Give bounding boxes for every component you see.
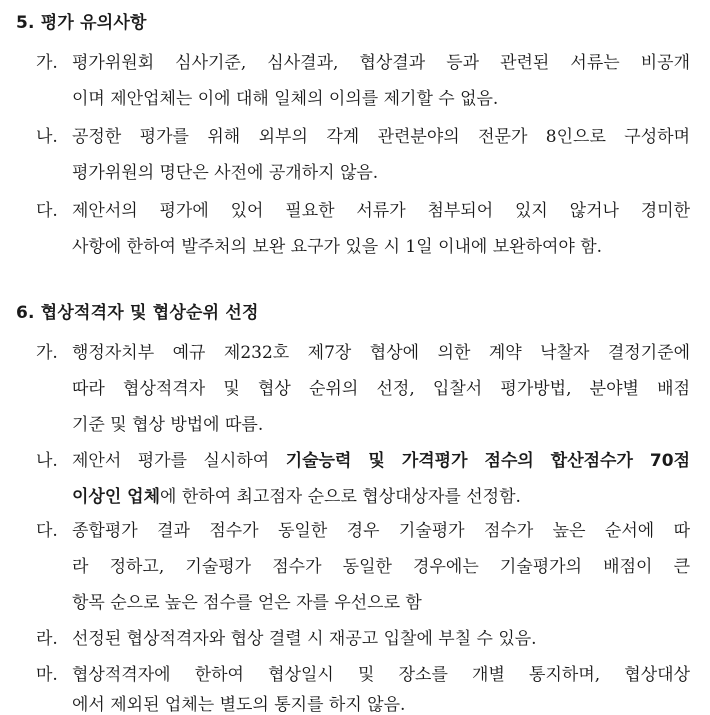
section-5-item-da-marker: 다. [36, 201, 58, 221]
section-5-item-ga-line-1: 평가위원회 심사기준, 심사결과, 협상결과 등과 관련된 서류는 비공개 [72, 53, 690, 73]
section-5-item-ga-marker: 가. [36, 53, 58, 73]
section-5-item-na-line-2: 평가위원의 명단은 사전에 공개하지 않음. [72, 163, 379, 183]
section-6-title: 6. 협상적격자 및 협상순위 선정 [16, 303, 259, 323]
section-6-item-ra-line-1: 선정된 협상적격자와 협상 결렬 시 재공고 입찰에 부칠 수 있음. [72, 629, 537, 649]
section-6-item-ga-line-3: 기준 및 협상 방법에 따름. [72, 415, 264, 435]
section-6-item-da-marker: 다. [36, 521, 58, 541]
section-5-item-na-marker: 나. [36, 127, 58, 147]
section-6-item-ma-marker: 마. [36, 665, 58, 685]
section-6-item-na-marker: 나. [36, 451, 58, 471]
section-6-item-ga-line-1: 행정자치부 예규 제232호 제7장 협상에 의한 계약 낙찰자 결정기준에 [72, 343, 690, 363]
section-5-title: 5. 평가 유의사항 [16, 13, 147, 33]
section-6-item-da-line-3: 항목 순으로 높은 점수를 얻은 자를 우선으로 함 [72, 593, 422, 613]
section-5-item-na-line-1: 공정한 평가를 위해 외부의 각계 관련분야의 전문가 8인으로 구성하며 [72, 127, 690, 147]
section-6-item-ga-line-2: 따라 협상적격자 및 협상 순위의 선정, 입찰서 평가방법, 분야별 배점 [72, 379, 690, 399]
section-6-item-na-line-2-bold: 이상인 업체 [72, 487, 161, 507]
section-6-item-na-line-1-bold: 기술능력 및 가격평가 점수의 합산점수가 70점 [285, 451, 690, 471]
section-5-item-da-line-1: 제안서의 평가에 있어 필요한 서류가 첨부되어 있지 않거나 경미한 [72, 201, 690, 221]
section-6-item-da-line-1: 종합평가 결과 점수가 동일한 경우 기술평가 점수가 높은 순서에 따 [72, 521, 690, 541]
section-5-item-da-line-2: 사항에 한하여 발주처의 보완 요구가 있을 시 1일 이내에 보완하여야 함. [72, 237, 603, 257]
section-6-item-na-line-1 [72, 446, 690, 471]
section-6-item-ma-line-2: 에서 제외된 업체는 별도의 통지를 하지 않음. [72, 695, 406, 715]
section-6-item-na-line-2-text: 에 한하여 최고점자 순으로 협상대상자를 선정함. [160, 487, 521, 507]
section-6-item-ra-marker: 라. [36, 629, 58, 649]
section-6-item-na-line-1-text: 제안서 평가를 실시하여 [72, 451, 286, 471]
section-6-item-da-line-2: 라 정하고, 기술평가 점수가 동일한 경우에는 기술평가의 배점이 큰 [72, 557, 690, 577]
section-6-item-na-line-2 [72, 482, 690, 507]
section-5-item-ga-line-2: 이며 제안업체는 이에 대해 일체의 이의를 제기할 수 없음. [72, 89, 499, 109]
section-6-item-ma-line-1: 협상적격자에 한하여 협상일시 및 장소를 개별 통지하며, 협상대상 [72, 665, 690, 685]
section-6-item-ga-marker: 가. [36, 343, 58, 363]
